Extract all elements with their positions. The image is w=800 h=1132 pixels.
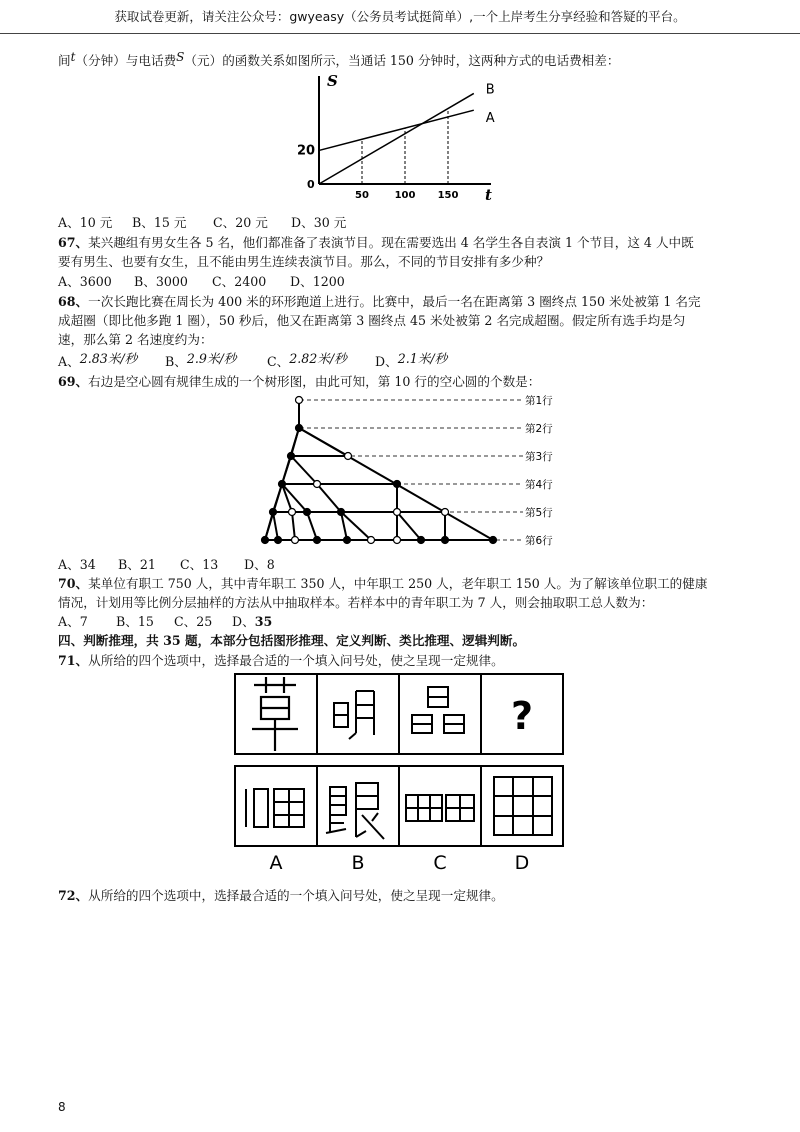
- q68-stem-line1: 68、一次长跑比赛在周长为 400 米的环形跑道上进行。比赛中，最后一名在距离第 3 圈终点 150 米处被第 1 名完: [58, 294, 701, 309]
- q69-option-a[interactable]: A、34: [58, 557, 96, 572]
- q66-option-d[interactable]: D、30 元: [291, 215, 347, 230]
- node-hollow: [368, 537, 375, 544]
- row-label-6: 第6行: [525, 535, 553, 547]
- option-letter-d[interactable]: D: [514, 852, 530, 874]
- x-axis-label: t: [485, 186, 492, 204]
- q67-options: [58, 273, 345, 291]
- q66-line-chart: [285, 70, 495, 205]
- q69-tree-diagram: [255, 392, 565, 552]
- node-solid: [338, 509, 345, 516]
- q70-option-c[interactable]: C、25: [174, 614, 213, 629]
- origin-label: 0: [307, 178, 315, 191]
- option-letter-b[interactable]: B: [351, 852, 365, 874]
- q69-option-b[interactable]: B、21: [118, 557, 156, 572]
- y-axis-label: S: [327, 72, 338, 90]
- series-line-b: [319, 93, 474, 184]
- q70-options: [58, 613, 272, 631]
- row-label-4: 第4行: [525, 479, 553, 491]
- node-hollow: [345, 453, 352, 460]
- q72-stem: 72、从所给的四个选项中，选择最合适的一个填入问号处，使之呈现一定规律。: [58, 888, 504, 903]
- series-label-a: A: [485, 111, 495, 127]
- node-hollow: [394, 537, 401, 544]
- node-hollow: [394, 509, 401, 516]
- x-tick-label-50: 50: [355, 190, 369, 201]
- y-tick-label: 20: [297, 143, 316, 159]
- option-letter-c[interactable]: C: [433, 852, 447, 874]
- q67-option-c[interactable]: C、2400: [212, 274, 267, 289]
- node-hollow: [289, 509, 296, 516]
- node-solid: [314, 537, 321, 544]
- q70-option-b[interactable]: B、15: [116, 614, 154, 629]
- option-d-figure: [494, 777, 552, 835]
- q67-option-a[interactable]: A、3600: [58, 274, 112, 289]
- node-solid: [296, 425, 303, 432]
- row-label-1: 第1行: [525, 395, 553, 407]
- series-line-a: [319, 110, 474, 150]
- row-label-5: 第5行: [525, 507, 553, 519]
- node-solid: [442, 537, 449, 544]
- q69-options: [58, 556, 275, 574]
- q69-option-d[interactable]: D、8: [244, 557, 275, 572]
- page-number: 8: [58, 1100, 66, 1114]
- node-solid: [304, 509, 311, 516]
- q68-stem-line2: 成超圈（即比他多跑 1 圈），50 秒后，他又在距离第 3 圈终点 45 米处被第 2 名完成超圈。假定所有选手均是匀: [58, 313, 686, 328]
- node-hollow: [292, 537, 299, 544]
- q69-option-c[interactable]: C、13: [180, 557, 219, 572]
- q71-stem: 71、从所给的四个选项中，选择最合适的一个填入问号处，使之呈现一定规律。: [58, 653, 504, 668]
- node-solid: [275, 537, 282, 544]
- option-b-figure: [326, 783, 384, 839]
- q67-stem-line1: 67、某兴趣组有男女生各 5 名，他们都准备了表演节目。现在需要选出 4 名学生各自表演 1 个节目，这 4 人中既: [58, 235, 694, 250]
- q67-stem-line2: 要有男生、也要有女生，且不能由男生连续表演节目。那么，不同的节目安排有多少种？: [58, 254, 550, 269]
- figure-jing: [412, 687, 464, 733]
- figure-ming: [334, 691, 374, 739]
- node-hollow: [442, 509, 449, 516]
- node-solid: [262, 537, 269, 544]
- q68-options: [58, 350, 447, 371]
- node-solid: [418, 537, 425, 544]
- x-tick-label-100: 100: [394, 190, 416, 201]
- q68-option-d[interactable]: D、2.1米/秒: [375, 351, 448, 369]
- node-solid: [394, 481, 401, 488]
- q66-stem: 间t（分钟）与电话费S（元）的函数关系如图所示，当通话 150 分钟时，这两种方式的电话费相差：: [58, 50, 620, 68]
- q70-stem-line2: 情况，计划用等比例分层抽样的方法从中抽取样本。若样本中的青年职工为 7 人，则会抽取职工总人数为：: [58, 595, 654, 610]
- option-a-figure: [246, 789, 304, 827]
- row-label-3: 第3行: [525, 451, 553, 463]
- question-mark: ?: [510, 694, 534, 738]
- q70-stem-line1: 70、某单位有职工 750 人，其中青年职工 350 人，中年职工 250 人，老年职工 150 人。为了解该单位职工的健康: [58, 576, 708, 591]
- node-solid: [288, 453, 295, 460]
- section-heading: 四、判断推理，共 35 题，本部分包括图形推理、定义判断、类比推理、逻辑判断。: [58, 633, 526, 648]
- q68-option-a[interactable]: A、2.83米/秒: [58, 351, 138, 369]
- page-header: 获取试卷更新，请关注公众号：gwyeasy（公务员考试挺简单）,一个上岸考生分享经验和答疑的平台。: [0, 0, 800, 34]
- node-solid: [270, 509, 277, 516]
- q71-figure-question-row: [234, 673, 564, 755]
- q71-figure-options-row: [234, 765, 564, 877]
- q68-option-b[interactable]: B、2.9米/秒: [165, 351, 237, 369]
- q70-option-a[interactable]: A、7: [58, 614, 88, 629]
- option-c-figure: [406, 795, 474, 821]
- node-hollow: [296, 397, 303, 404]
- x-tick-label-150: 150: [437, 190, 459, 201]
- q66-option-c[interactable]: C、20 元: [213, 215, 268, 230]
- q66-option-b[interactable]: B、15 元: [132, 215, 187, 230]
- q66-options: [58, 214, 346, 232]
- node-hollow: [314, 481, 321, 488]
- q70-option-d[interactable]: D、35: [232, 614, 273, 629]
- option-letter-a[interactable]: A: [269, 852, 283, 874]
- q67-option-d[interactable]: D、1200: [290, 274, 345, 289]
- q68-option-c[interactable]: C、2.82米/秒: [267, 351, 347, 369]
- node-solid: [490, 537, 497, 544]
- node-solid: [279, 481, 286, 488]
- figure-cao: [252, 677, 298, 751]
- q66-option-a[interactable]: A、10 元: [58, 215, 113, 230]
- q67-option-b[interactable]: B、3000: [134, 274, 188, 289]
- q68-stem-line3: 速，那么第 2 名速度约为：: [58, 332, 213, 347]
- q69-stem: 69、右边是空心圆有规律生成的一个树形图，由此可知，第 10 行的空心圆的个数是：: [58, 374, 541, 389]
- row-label-2: 第2行: [525, 423, 553, 435]
- series-label-b: B: [485, 82, 495, 98]
- node-solid: [344, 537, 351, 544]
